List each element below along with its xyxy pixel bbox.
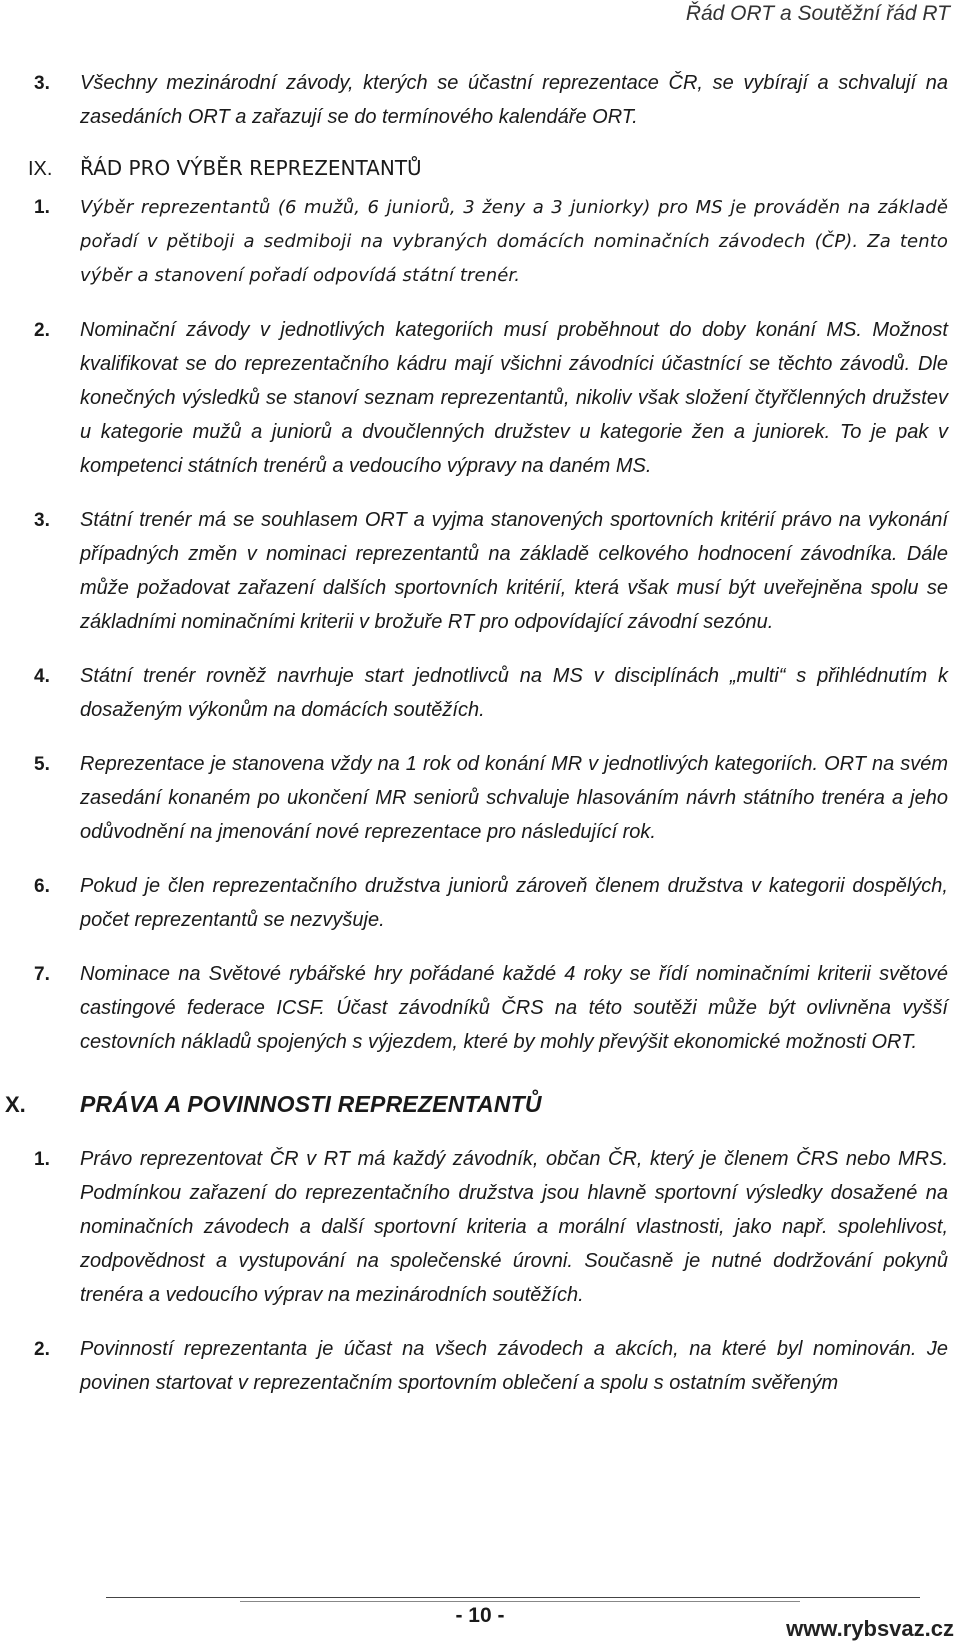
item-number: 3. [34,510,50,531]
list-item [0,1142,960,1312]
item-text: Státní trenér má se souhlasem ORT a vyjma stanovených sportovních kritérií právo na vykonání případných změn v nominaci reprezentantů na základě celkového hodnocení závodníka. Dále může požadovat zařazení dalších sportovních kritérií, která však musí být uveřejněna spolu se základními nominačními kriterii v brožuře RT pro odpovídající závodní sezónu. [80,509,948,633]
item-text: Právo reprezentovat ČR v RT má každý závodník, občan ČR, který je členem ČRS nebo MRS. Podmínkou zařazení do reprezentačního družstva jsou hlavně sportovní výsledky dosažené na nominačních závodech a další sportovní kriteria a morální vlastnosti, jako např. spolehlivost, zodpovědnost a vystupování na společenské úrovni. Současně je nutné dodržování pokynů trenéra a vedoucího výprav na mezinárodních soutěžích. [80,1148,948,1306]
list-item [0,1332,960,1400]
list-item [0,957,960,1059]
list-item [0,503,960,639]
item-number: 7. [34,964,50,985]
item-text: Všechny mezinárodní závody, kterých se účastní reprezentace ČR, se vybírají a schvalují na zasedáních ORT a zařazují se do termínového kalendáře ORT. [80,72,948,128]
list-item [0,747,960,849]
item-text: Nominace na Světové rybářské hry pořádané každé 4 roky se řídí nominačními kriterii světové castingové federace ICSF. Účast závodníků ČRS na této soutěži může být ovlivněna vyšší cestovních nákladů spojených s výjezdem, které by mohly převýšit ekonomické možnosti ORT. [80,963,948,1053]
item-number: 1. [34,197,50,218]
section-title: PRÁVA A POVINNOSTI REPREZENTANTŮ [80,1091,542,1117]
item-number: 1. [34,1149,50,1170]
list-item [0,313,960,483]
section-heading [0,1091,960,1118]
item-number: 3. [34,73,50,94]
item-number: 2. [34,320,50,341]
item-text: Nominační závody v jednotlivých kategoriích musí proběhnout do doby konání MS. Možnost kvalifikovat se do reprezentačního kádru mají všichni závodníci účastnící se těchto závodů. Dle konečných výsledků se stanoví seznam reprezentantů, nikoliv však složení čtyřčlenných družstev u kategorie mužů a juniorů a dvoučlenných družstev u kategorie žen a juniorek. To je pak v kompetenci státních trenérů a vedoucího výpravy na daném MS. [80,319,948,477]
item-number: 6. [34,876,50,897]
list-item [0,66,960,134]
section-heading [0,156,960,181]
section-title: ŘÁD PRO VÝBĚR REPREZENTANTŮ [80,156,422,180]
item-text: Pokud je člen reprezentačního družstva juniorů zároveň členem družstva v kategorii dospělých, počet reprezentantů se nezvyšuje. [80,875,948,931]
section-roman: X. [5,1092,26,1117]
document-body [0,66,960,1400]
footer-divider [106,1597,920,1598]
item-text: Státní trenér rovněž navrhuje start jednotlivců na MS v disciplínách „multi“ s přihlédnutím k dosaženým výkonům na domácích soutěžích. [80,665,948,721]
item-text: Reprezentace je stanovena vždy na 1 rok od konání MR v jednotlivých kategoriích. ORT na svém zasedání konaném po ukončení MR seniorů schvaluje hlasováním návrh státního trenéra a jeho odůvodnění na jmenování nové reprezentace pro následující rok. [80,753,948,843]
item-text: Výběr reprezentantů (6 mužů, 6 juniorů, 3 ženy a 3 juniorky) pro MS je prováděn na základě pořadí v pětiboji a sedmiboji na vybraných domácích nominačních závodech (ČP). Za tento výběr a stanovení pořadí odpovídá státní trenér. [80,197,948,286]
item-number: 5. [34,754,50,775]
page-number: - 10 - [455,1604,505,1627]
website-footer: www.rybsvaz.cz [786,1616,954,1641]
list-item [0,659,960,727]
section-roman: IX. [28,158,53,180]
footer-divider-secondary [240,1601,800,1602]
item-text: Povinností reprezentanta je účast na všech závodech a akcích, na které byl nominován. Je povinen startovat v reprezentačním sportovním oblečení a spolu s ostatním svěřeným [80,1338,948,1394]
list-item [0,869,960,937]
running-header: Řád ORT a Soutěžní řád RT [685,2,950,25]
item-number: 2. [34,1339,50,1360]
list-item [0,191,960,293]
item-number: 4. [34,666,50,687]
